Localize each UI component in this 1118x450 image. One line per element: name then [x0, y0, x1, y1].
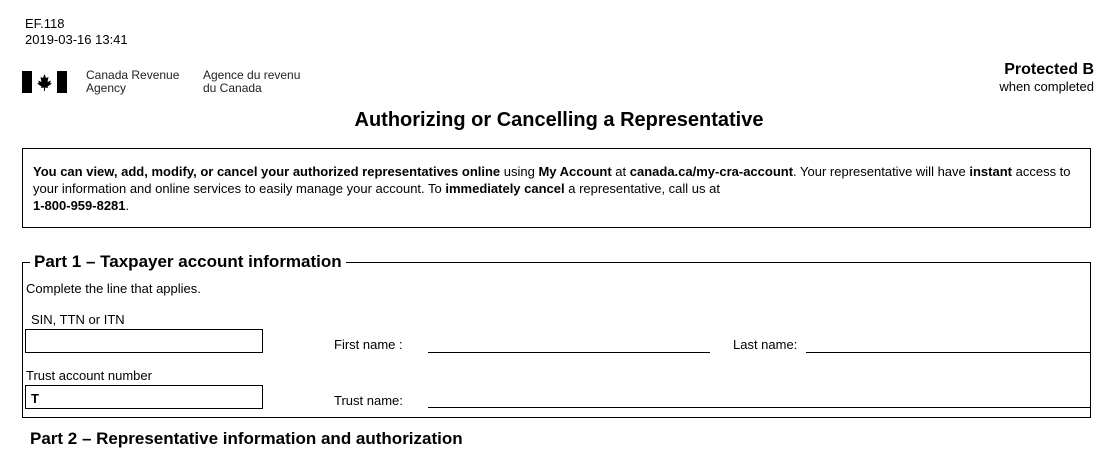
notice-text: a representative, call us at [564, 181, 720, 196]
agency-fr-line1: Agence du revenu [203, 68, 301, 82]
protected-label: Protected B [1004, 61, 1094, 78]
part1-instruction: Complete the line that applies. [26, 281, 201, 296]
last-name-field[interactable] [806, 335, 1090, 353]
part2-heading: Part 2 – Representative information and authorization [30, 429, 463, 448]
sin-label: SIN, TTN or ITN [31, 312, 125, 327]
protected-sub: when completed [999, 79, 1094, 94]
sin-input[interactable] [25, 329, 263, 353]
agency-name-en [86, 69, 179, 95]
notice-text: access to your information and online services to easily manage your account. To [33, 164, 1071, 196]
trust-name-label: Trust name: [334, 393, 403, 408]
trust-account-input[interactable]: T [25, 385, 263, 409]
notice-text: . Your representative will have [793, 164, 970, 179]
notice-url: canada.ca/my-cra-account [629, 164, 794, 179]
canada-flag-icon [22, 71, 67, 93]
notice-phone: 1-800-959-8281 [33, 198, 126, 213]
trust-account-label: Trust account number [26, 368, 152, 383]
online-notice-box [22, 148, 1091, 228]
last-name-label: Last name: [733, 337, 798, 352]
first-name-field[interactable] [428, 335, 710, 353]
form-code [25, 16, 128, 48]
notice-my-account: My Account [538, 164, 612, 179]
notice-instant: instant [969, 164, 1012, 179]
agency-en-line1: Canada Revenue [86, 68, 180, 82]
notice-text: . [125, 198, 130, 213]
notice-text: at [611, 164, 630, 179]
notice-immediately-cancel: immediately cancel [445, 181, 565, 196]
agency-en-line2: Agency [86, 81, 127, 95]
agency-name-fr [203, 69, 300, 95]
form-title: Authorizing or Cancelling a Representative [354, 109, 764, 131]
form-number: EF.118 [25, 16, 65, 31]
trust-name-field[interactable] [428, 390, 1090, 408]
print-timestamp: 2019-03-16 13:41 [25, 32, 128, 47]
part1-heading: Part 1 – Taxpayer account information [30, 251, 346, 273]
notice-online-text: You can view, add, modify, or cancel your authorized representatives online [33, 164, 501, 179]
notice-text: using [500, 164, 539, 179]
first-name-label: First name : [334, 337, 403, 352]
protected-marking [999, 61, 1094, 95]
agency-fr-line2: du Canada [203, 81, 262, 95]
